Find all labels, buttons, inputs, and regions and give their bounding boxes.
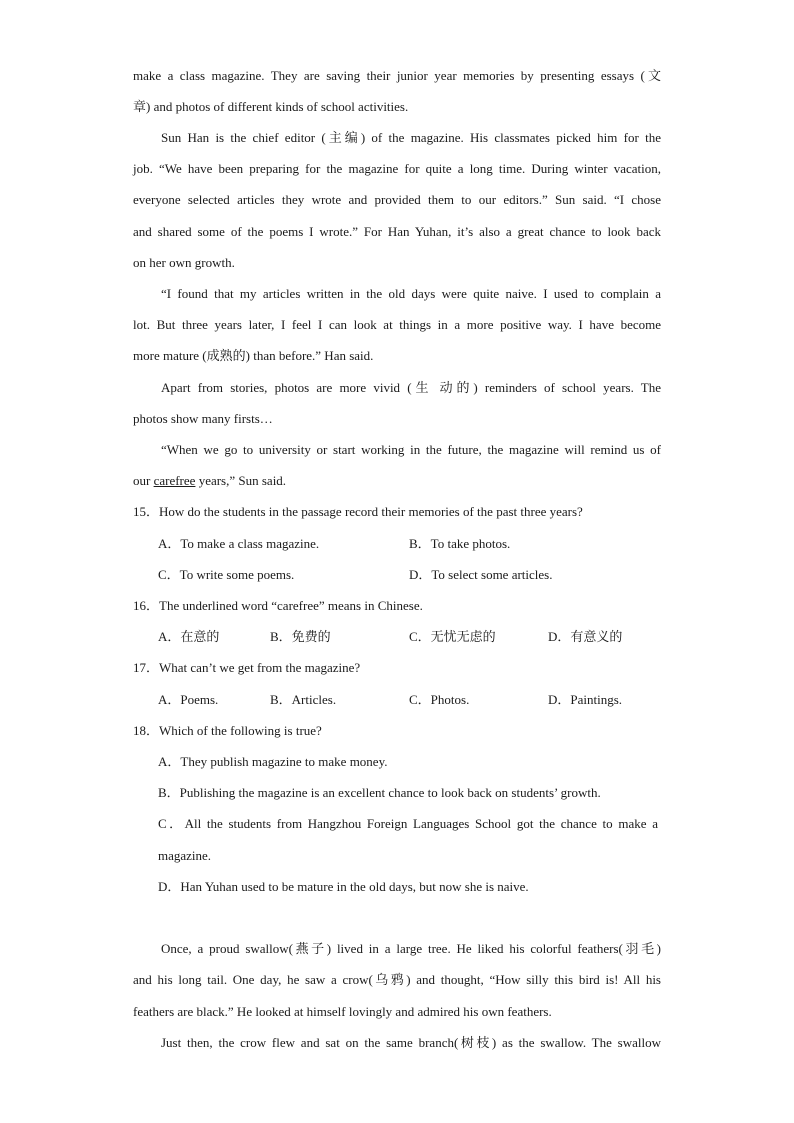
question-stem: 16．The underlined word “carefree” means in Chinese. xyxy=(133,598,423,613)
option-b: B．Articles. xyxy=(270,692,337,707)
option-d: D．有意义的 xyxy=(548,629,623,644)
passage-line-with-underline xyxy=(133,473,661,489)
option-a: A．They publish magazine to make money. xyxy=(158,754,388,769)
passage-line: job. “We have been preparing for the magazine for quite a long time. During winter vacation, xyxy=(133,161,661,176)
passage-line: photos show many firsts… xyxy=(133,411,273,426)
option-b: B．To take photos. xyxy=(409,536,511,551)
option-c: C．To write some poems. xyxy=(158,567,295,582)
option-d: D．Han Yuhan used to be mature in the old days, but now she is naive. xyxy=(158,879,529,894)
passage-line: “I found that my articles written in the old days were quite naive. I used to complain a xyxy=(161,286,661,301)
passage-line: more mature (成熟的) than before.” Han said. xyxy=(133,348,374,363)
option-a: A．在意的 xyxy=(158,629,220,644)
passage-line: Just then, the crow flew and sat on the same branch(树枝) as the swallow. The swallow xyxy=(161,1035,661,1050)
option-a: A．Poems. xyxy=(158,692,219,707)
passage-line: Sun Han is the chief editor (主编) of the magazine. His classmates picked him for the xyxy=(161,130,661,145)
option-d: D．Paintings. xyxy=(548,692,623,707)
option-a: A．To make a class magazine. xyxy=(158,536,320,551)
text-fragment: years,” Sun said. xyxy=(195,473,287,488)
passage-line: Apart from stories, photos are more vivid (生 动的) reminders of school years. The xyxy=(161,380,661,395)
option-d: D．To select some articles. xyxy=(409,567,553,582)
question-stem: 17．What can’t we get from the magazine? xyxy=(133,660,361,675)
passage-line: and shared some of the poems I wrote.” For Han Yuhan, it’s also a great chance to look back xyxy=(133,224,661,239)
passage-line: on her own growth. xyxy=(133,255,235,270)
option-c: C．无忧无虑的 xyxy=(409,629,496,644)
passage-line: and his long tail. One day, he saw a crow(乌鸦) and thought, “How silly this bird is! All his xyxy=(133,972,661,987)
passage-line: everyone selected articles they wrote and provided them to our editors.” Sun said. “I chose xyxy=(133,192,661,207)
option-c-continued: magazine. xyxy=(158,848,212,863)
passage-line: make a class magazine. They are saving their junior year memories by presenting essays (文 xyxy=(133,68,661,83)
passage-line: 章) and photos of different kinds of school activities. xyxy=(133,99,409,114)
question-stem: 18．Which of the following is true? xyxy=(133,723,322,738)
passage-line: Once, a proud swallow(燕子) lived in a large tree. He liked his colorful feathers(羽毛) xyxy=(161,941,661,956)
passage-line: lot. But three years later, I feel I can look at things in a more positive way. I have become xyxy=(133,317,661,332)
underlined-word: carefree xyxy=(153,473,196,488)
option-b: B．Publishing the magazine is an excellent chance to look back on students’ growth. xyxy=(158,785,601,800)
question-stem: 15．How do the students in the passage record their memories of the past three years? xyxy=(133,504,583,519)
option-c: C．Photos. xyxy=(409,692,470,707)
option-c: C．All the students from Hangzhou Foreign Languages School got the chance to make a xyxy=(158,816,658,831)
option-b: B．免费的 xyxy=(270,629,331,644)
passage-line: feathers are black.” He looked at himself lovingly and admired his own feathers. xyxy=(133,1004,552,1019)
passage-line: “When we go to university or start working in the future, the magazine will remind us of xyxy=(161,442,661,457)
text-fragment: our xyxy=(133,473,154,488)
